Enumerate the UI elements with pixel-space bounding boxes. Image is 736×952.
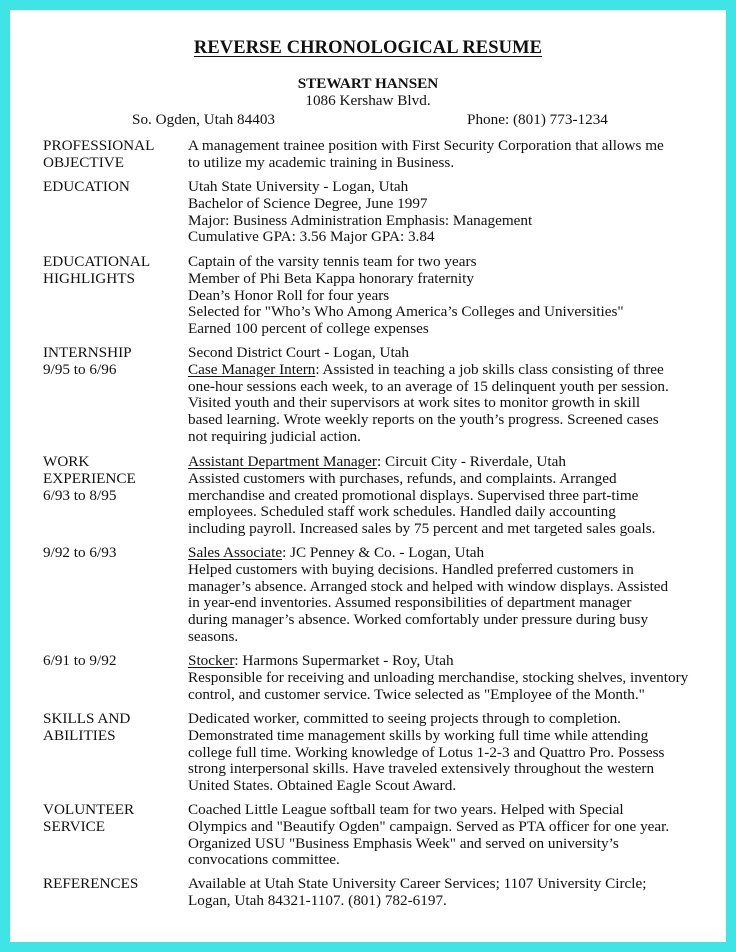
street-address: 1086 Kershaw Blvd.: [305, 92, 431, 109]
work2-label: 9/92 to 6/93: [43, 544, 117, 561]
work3-body: : Harmons Supermarket - Roy, Utah Responsible for receiving and unloading merchandise, stocking shelves, inventory control, and customer service. Twice selected as "Employee of the Month.": [188, 652, 689, 703]
internship-org: Second District Court - Logan, Utah: [188, 344, 410, 361]
skills-body: Dedicated worker, committed to seeing projects through to completion. Demonstrated time management skills by working full time while attending college full time. Working knowledge of Lotus 1-2-3 and Quattro Pro. Possess strong interpersonal skills. Have traveled extensively throughout the western United States. Obtained Eagle Scout Award.: [188, 710, 665, 795]
highlights-body: Captain of the varsity tennis team for two years Member of Phi Beta Kappa honorary fraternity Dean’s Honor Roll for four years Selected for "Who’s Who Among America’s Colleges and Universities" Earned 100 percent of college expenses: [188, 253, 624, 338]
work3-entry: [188, 653, 708, 703]
internship-role: Case Manager Intern: [188, 360, 316, 378]
work3-label: 6/91 to 9/92: [43, 652, 117, 669]
education-body: Utah State University - Logan, Utah Bachelor of Science Degree, June 1997 Major: Business Administration Emphasis: Management Cumulative GPA: 3.56 Major GPA: 3.84: [188, 178, 533, 246]
references-body: Available at Utah State University Career Services; 1107 University Circle; Logan, Utah 84321-1107. (801) 782-6197.: [188, 875, 647, 909]
objective-label: PROFESSIONAL OBJECTIVE: [43, 137, 155, 171]
volunteer-body: Coached Little League softball team for two years. Helped with Special Olympics and "Beautify Ogden" campaign. Served as PTA officer for one year. Organized USU "Business Emphasis Week" and served on university’s convocations committee.: [188, 801, 670, 869]
resume-title: [0, 40, 736, 57]
work1-body: : Circuit City - Riverdale, Utah Assisted customers with purchases, refunds, and complaints. Arranged merchandise and created promotional displays. Supervised three part-time employees. Scheduled staff work schedules. Handled daily accounting including payroll. Increased sales by 75 percent and met targeted sales goals.: [188, 453, 656, 538]
city-address: So. Ogden, Utah 84403: [132, 111, 276, 128]
work2-entry: [188, 545, 708, 646]
objective-body: A management trainee position with First Security Corporation that allows me to utilize my academic training in Business.: [188, 137, 664, 171]
phone-number: Phone: (801) 773-1234: [467, 111, 608, 128]
references-label: REFERENCES: [43, 875, 139, 892]
work1-role: Assistant Department Manager: [188, 453, 377, 470]
skills-label: SKILLS AND ABILITIES: [43, 710, 131, 744]
applicant-name: STEWART HANSEN: [297, 75, 439, 92]
work3-role: Stocker: [188, 652, 235, 669]
work1-label: WORK EXPERIENCE 6/93 to 8/95: [43, 453, 136, 504]
internship-entry: [188, 345, 708, 446]
resume-title-text: REVERSE CHRONOLOGICAL RESUME: [193, 38, 543, 58]
highlights-label: EDUCATIONAL HIGHLIGHTS: [43, 253, 151, 287]
education-label: EDUCATION: [43, 178, 130, 195]
internship-label: INTERNSHIP 9/95 to 6/96: [43, 344, 132, 378]
work1-entry: [188, 454, 708, 538]
internship-body: : Assisted in teaching a job skills class consisting of three one-hour sessions each week, to an average of 15 delinquent youth per session. Visited youth and their supervisors at work sites to monitor growth in skill based learning. Wrote weekly reports on the youth’s progress. Screened cases not requiring judicial action.: [188, 360, 669, 445]
work2-body: : JC Penney & Co. - Logan, Utah Helped customers with buying decisions. Handled preferred customers in manager’s absence. Arranged stock and helped with window displays. Assisted in year-end inventories. Assumed responsibilities of department manager during manager’s absence. Worked comfortably under pressure during busy seasons.: [188, 544, 669, 645]
work2-role: Sales Associate: [188, 544, 283, 561]
volunteer-label: VOLUNTEER SERVICE: [43, 801, 135, 835]
